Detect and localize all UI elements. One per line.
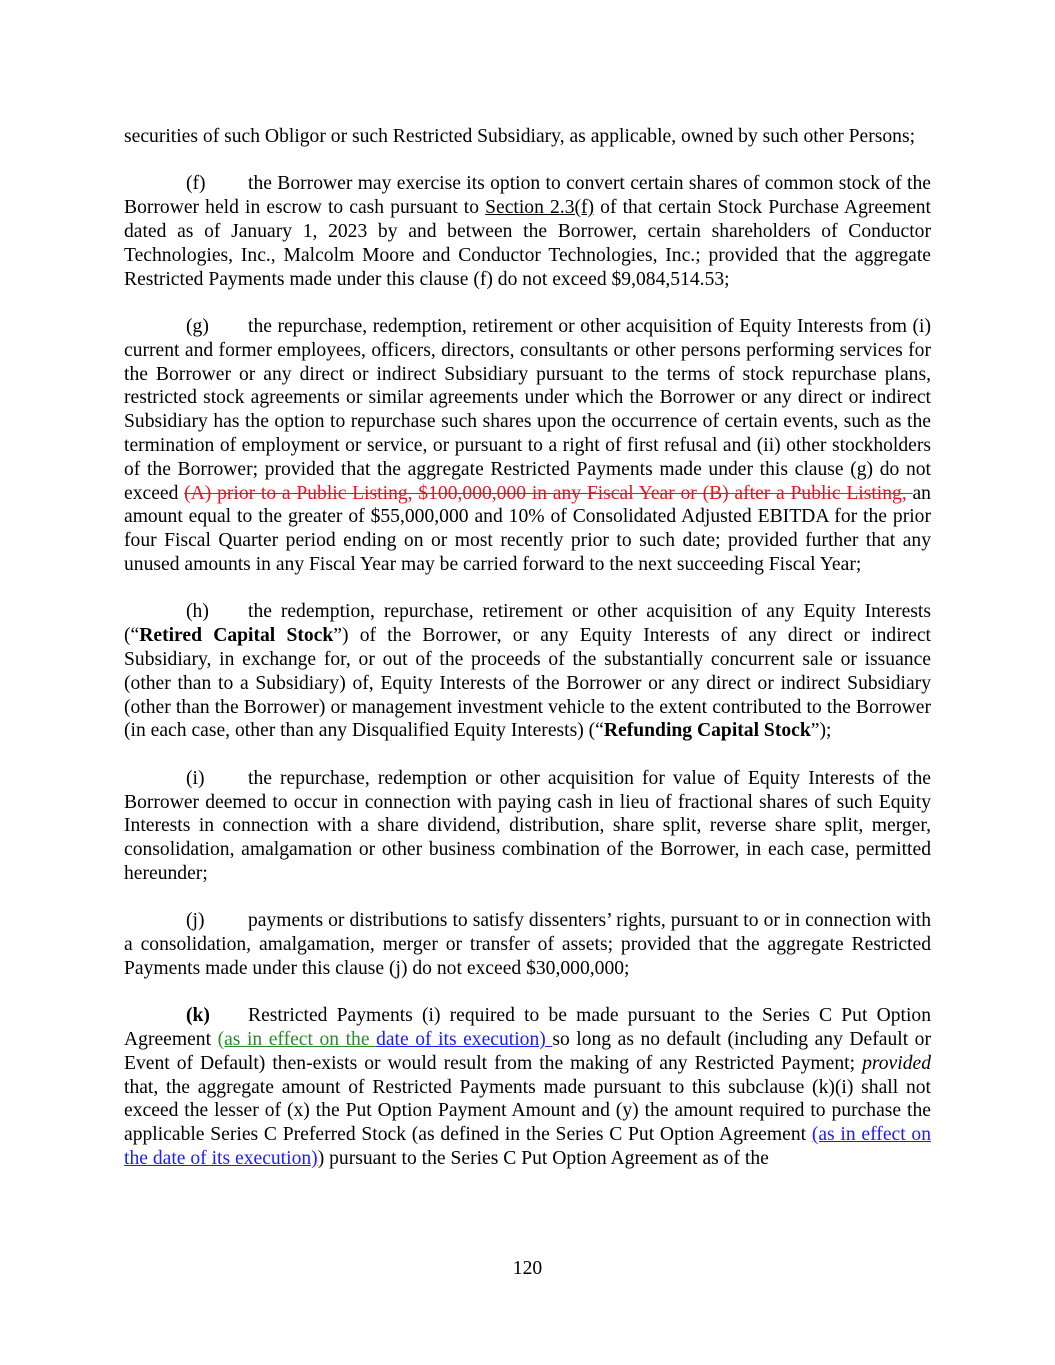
deleted-text: (A) prior to a Public Listing, $100,000,000 in any Fiscal Year or (B) after a Public Listing, xyxy=(184,482,913,504)
clause-text: Restricted Payments (i) required to be made pursuant to the Series C Put Option Agreement xyxy=(124,1005,931,1051)
clause-text: the repurchase, redemption or other acquisition for value of Equity Interests of the Borrower deemed to occur in connection with paying cash in lieu of fractional shares of such Equity Interests in connection with a share dividend, distribution, share split, reverse share split, merger, consolidation, amalgamation or other business combination of the Borrower, in each case, permitted hereunder; xyxy=(124,767,931,884)
clause-text: an amount equal to the greater of $55,000,000 and 10% of Consolidated Adjusted EBITDA for the prior four Fiscal Quarter period ending on or most recently prior to such date; provided further that any unused amounts in any Fiscal Year may be carried forward to the next succeeding Fiscal Year; xyxy=(124,482,931,575)
clause-text: payments or distributions to satisfy dissenters’ rights, pursuant to or in connection with a consolidation, amalgamation, merger or transfer of assets; provided that the aggregate Restricted Payments made under this clause (j) do not exceed $30,000,000; xyxy=(124,910,931,979)
clause-j xyxy=(124,909,931,980)
inserted-text: (as in effect on the xyxy=(217,1029,377,1051)
defined-term: Refunding Capital Stock xyxy=(603,720,811,742)
clause-f xyxy=(124,172,931,291)
clause-text: ) pursuant to the Series C Put Option Agreement as of the xyxy=(317,1148,769,1170)
clause-i xyxy=(124,767,931,886)
clause-h xyxy=(124,600,931,743)
clause-text: ”); xyxy=(810,720,832,742)
inserted-text: (as in effect on the date of its execution) xyxy=(124,1124,932,1170)
clause-g xyxy=(124,315,931,577)
clause-label: (f) xyxy=(186,173,206,195)
inserted-text: date of its execution) xyxy=(376,1029,553,1051)
clause-label: (k) xyxy=(186,1005,210,1027)
clause-label: (g) xyxy=(186,315,209,337)
clause-label: (j) xyxy=(186,910,205,932)
clause-text: so long as no default (including any Default or Event of Default) then-exists or would result from the making of any Restricted Payment; xyxy=(124,1029,931,1074)
section-reference: Section 2.3(f) xyxy=(485,197,595,219)
document-page xyxy=(124,125,931,1194)
clause-text: the redemption, repurchase, retirement or other acquisition of any Equity Interests (“ xyxy=(124,601,931,647)
clause-k xyxy=(124,1004,931,1171)
paragraph-continued xyxy=(124,125,931,149)
clause-text: the repurchase, redemption, retirement or other acquisition of Equity Interests from (i) current and former employees, officers, directors, consultants or other persons performing services for the Borrower or any direct or indirect Subsidiary pursuant to the terms of stock repurchase plans, restricted stock agreements or similar agreements under which the Borrower or any direct or indirect Subsidiary has the option to repurchase such shares upon the occurrence of certain events, such as the termination of employment or service, or pursuant to a right of first refusal and (ii) other stockholders of the Borrower; provided that the aggregate Restricted Payments made under this clause (g) do not exceed xyxy=(124,315,931,504)
clause-text: ”) of the Borrower, or any Equity Interests of any direct or indirect Subsidiary, in exchange for, or out of the proceeds of the substantially concurrent sale or issuance (other than to a Subsidiary) of, Equity Interests of the Borrower or any direct or indirect Subsidiary (other than the Borrower) or management investment vehicle to the extent contributed to the Borrower (in each case, other than any Disqualified Equity Interests) (“ xyxy=(124,625,931,742)
clause-label: (h) xyxy=(186,601,209,623)
defined-term: Retired Capital Stock xyxy=(139,625,334,647)
paragraph-text: securities of such Obligor or such Restricted Subsidiary, as applicable, owned by such other Persons; xyxy=(124,126,916,147)
page-number: 120 xyxy=(512,1258,543,1279)
clause-text: that, the aggregate amount of Restricted Payments made pursuant to this subclause (k)(i) shall not exceed the lesser of (x) the Put Option Payment Amount and (y) the amount required to purchase the applicable Series C Preferred Stock (as defined in the Series C Put Option Agreement xyxy=(124,1076,931,1146)
clause-text: the Borrower may exercise its option to convert certain shares of common stock of the Borrower held in escrow to cash pursuant to xyxy=(124,173,931,219)
clause-label: (i) xyxy=(186,767,205,789)
clause-text: of that certain Stock Purchase Agreement dated as of January 1, 2023 by and between the Borrower, certain shareholders of Conductor Technologies, Inc., Malcolm Moore and Conductor Technologies, Inc.; provided that the aggregate Restricted Payments made under this clause (f) do not exceed $9,084,514.53; xyxy=(124,197,932,290)
italic-term: provided xyxy=(862,1052,931,1074)
